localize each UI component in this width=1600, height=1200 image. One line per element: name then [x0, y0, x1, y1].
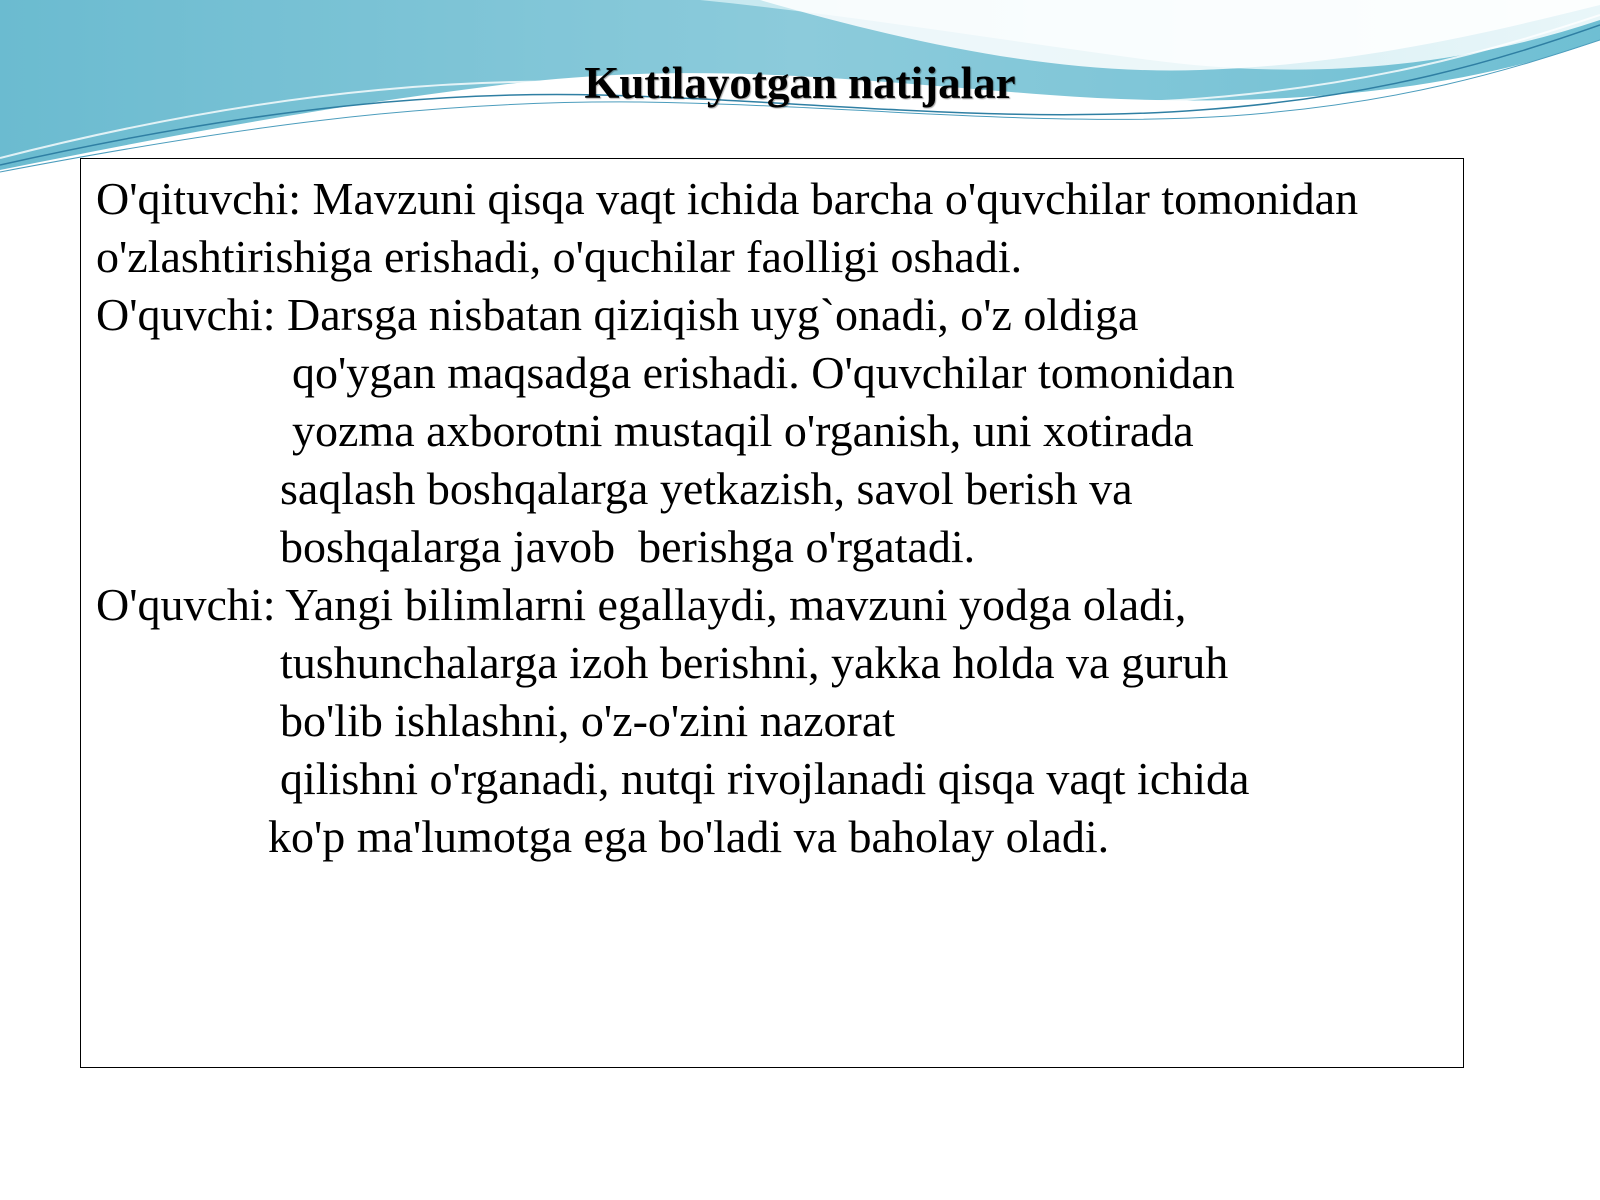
- text-line: qilishni o'rganadi, nutqi rivojlanadi qisqa vaqt ichida: [280, 753, 1250, 804]
- slide-title: Kutilayotgan natijalar: [584, 58, 1016, 108]
- text-line: qo'ygan maqsadga erishadi. O'quvchilar tomonidan: [292, 347, 1235, 398]
- text-line: O'quvchi: Yangi bilimlarni egallaydi, mavzuni yodga oladi,: [96, 579, 1187, 630]
- text-line: ko'p ma'lumotga ega bo'ladi va baholay oladi.: [268, 811, 1110, 862]
- text-line: bo'lib ishlashni, o'z-o'zini nazorat: [280, 695, 896, 746]
- text-line: boshqalarga javob berishga o'rgatadi.: [280, 521, 976, 572]
- text-line: tushunchalarga izoh berishni, yakka holda va guruh: [280, 637, 1229, 688]
- text-line: yozma axborotni mustaqil o'rganish, uni xotirada: [292, 405, 1194, 456]
- text-line: o'zlashtirishiga erishadi, o'quchilar faolligi oshadi.: [96, 231, 1023, 282]
- text-line: O'quvchi: Darsga nisbatan qiziqish uyg`onadi, o'z oldiga: [96, 289, 1139, 340]
- text-line: saqlash boshqalarga yetkazish, savol berish va: [280, 463, 1133, 514]
- text-line: O'qituvchi: Mavzuni qisqa vaqt ichida barcha o'quvchilar tomonidan: [96, 173, 1359, 224]
